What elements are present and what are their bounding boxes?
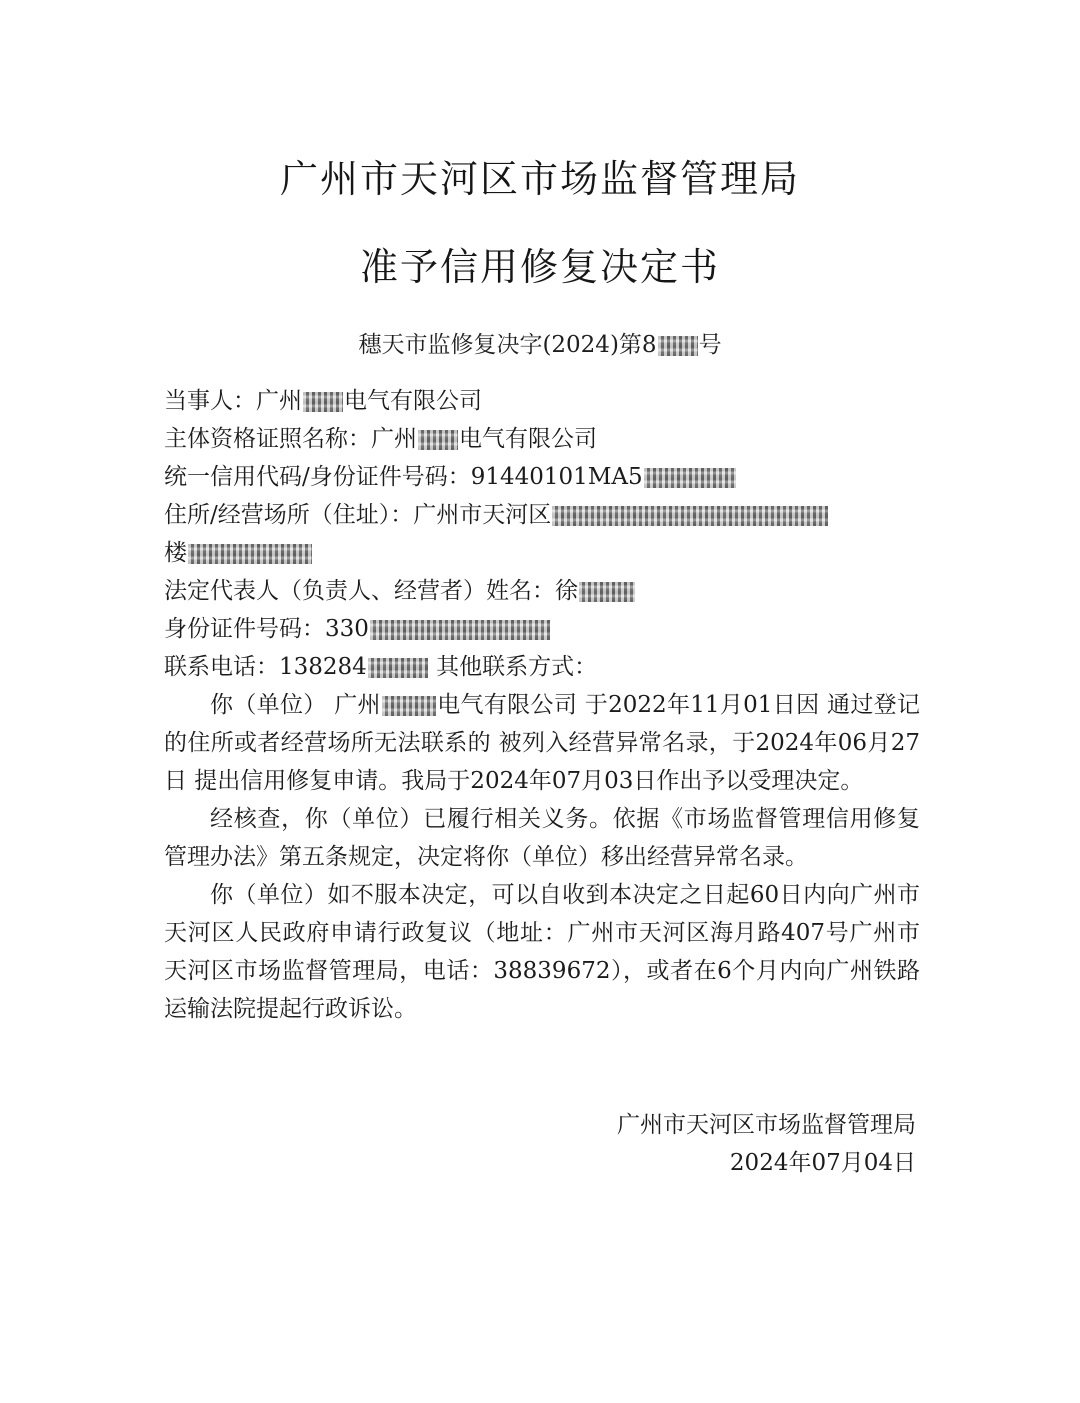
- phone-label: 联系电话：: [164, 654, 279, 680]
- document-number: [0, 326, 1080, 359]
- address-label: 住所/经营场所（住址）：: [164, 502, 414, 528]
- legal-rep-label: 法定代表人（负责人、经营者）姓名：: [164, 578, 555, 604]
- signature-date: 2024年07月04日: [729, 1150, 916, 1176]
- address-line2-prefix: 楼: [164, 540, 187, 566]
- paragraph-appeal: 你（单位）如不服本决定，可以自收到本决定之日起60日内向广州市天河区人民政府申请行政复议（地址：广州市天河区海月路407号广州市天河区市场监督管理局，电话：38839672），或者在6个月内向广州铁路运输法院提起行政诉讼。: [164, 882, 920, 1022]
- id-label: 身份证件号码：: [164, 616, 325, 642]
- other-contact-label: 其他联系方式：: [436, 654, 598, 680]
- credit-label: 统一信用代码/身份证件号码：: [164, 464, 471, 490]
- license-line: [164, 420, 920, 458]
- document-number-prefix: 穗天市监修复决字(2024)第8: [358, 332, 657, 358]
- address-line-2: [164, 534, 920, 572]
- paragraph-verification: 经核查，你（单位）已履行相关义务。依据《市场监督管理信用修复管理办法》第五条规定，决定将你（单位）移出经营异常名录。: [164, 806, 920, 870]
- document-body: [164, 382, 920, 1028]
- license-suffix: 电气有限公司: [459, 426, 597, 452]
- document-title: 准予信用修复决定书: [359, 245, 720, 289]
- party-prefix: 广州: [256, 388, 302, 414]
- redacted-mosaic: [382, 696, 436, 716]
- paragraph-application: [164, 686, 920, 800]
- redacted-mosaic: [368, 658, 428, 678]
- agency-title: 广州市天河区市场监督管理局: [279, 157, 800, 201]
- credit-prefix: 91440101MA5: [470, 464, 643, 490]
- redacted-mosaic: [644, 468, 736, 488]
- redacted-mosaic: [579, 582, 635, 602]
- party-line: [164, 382, 920, 420]
- redacted-mosaic: [303, 392, 343, 412]
- paragraph-application-b: 电气有限公司 于2022年11月01日因 通过登记的住所或者经营场所无法联系的 被列入经营异常名录，于2024年06月27日 提出信用修复申请。我局于2024年07月03日作出予以受理决定。: [164, 692, 920, 794]
- legal-rep-line: [164, 572, 920, 610]
- credit-code-line: [164, 458, 920, 496]
- paragraph-application-a: 你（单位） 广州: [210, 692, 381, 718]
- party-label: 当事人：: [164, 388, 256, 414]
- address-prefix: 广州市天河区: [413, 502, 552, 528]
- signature-organization: 广州市天河区市场监督管理局: [617, 1112, 916, 1138]
- license-prefix: 广州: [371, 426, 417, 452]
- legal-rep-prefix: 徐: [555, 578, 578, 604]
- redacted-mosaic: [418, 430, 458, 450]
- license-label: 主体资格证照名称：: [164, 426, 371, 452]
- document-number-suffix: 号: [698, 332, 722, 358]
- party-suffix: 电气有限公司: [344, 388, 482, 414]
- redacted-mosaic: [658, 336, 698, 356]
- phone-prefix: 138284: [279, 654, 367, 680]
- redacted-mosaic: [370, 620, 550, 640]
- redacted-mosaic: [188, 544, 312, 564]
- phone-line: [164, 648, 920, 686]
- id-number-line: [164, 610, 920, 648]
- id-prefix: 330: [325, 616, 369, 642]
- redacted-mosaic: [552, 506, 828, 526]
- address-line: [164, 496, 920, 534]
